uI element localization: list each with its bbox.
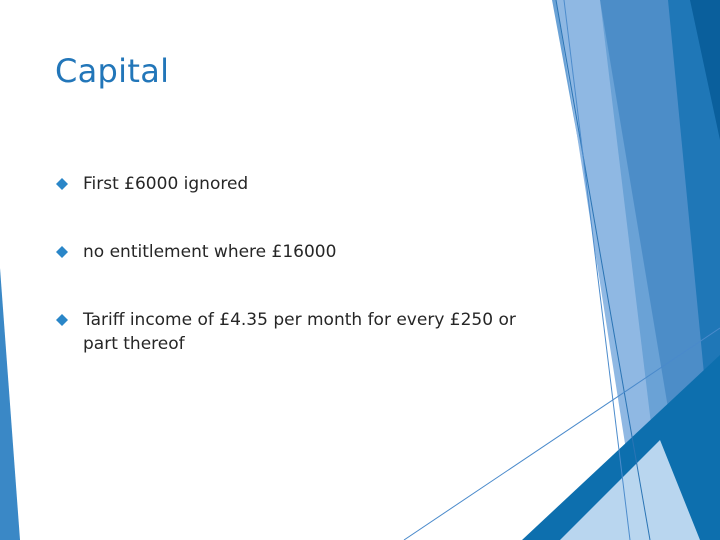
diamond-bullet-icon xyxy=(56,246,68,258)
bullet-text: no entitlement where £16000 xyxy=(83,242,337,262)
bullet-item xyxy=(56,172,556,196)
bullet-text: Tariff income of £4.35 per month for every £250 or part thereof xyxy=(83,310,516,354)
bullet-list xyxy=(56,172,556,356)
diamond-bullet-icon xyxy=(56,178,68,190)
bullet-item xyxy=(56,240,556,264)
bullet-text: First £6000 ignored xyxy=(83,174,249,194)
diamond-bullet-icon xyxy=(56,314,68,326)
slide-title: Capital xyxy=(55,52,170,90)
left-edge-facet xyxy=(0,268,20,540)
bullet-item xyxy=(56,308,556,356)
